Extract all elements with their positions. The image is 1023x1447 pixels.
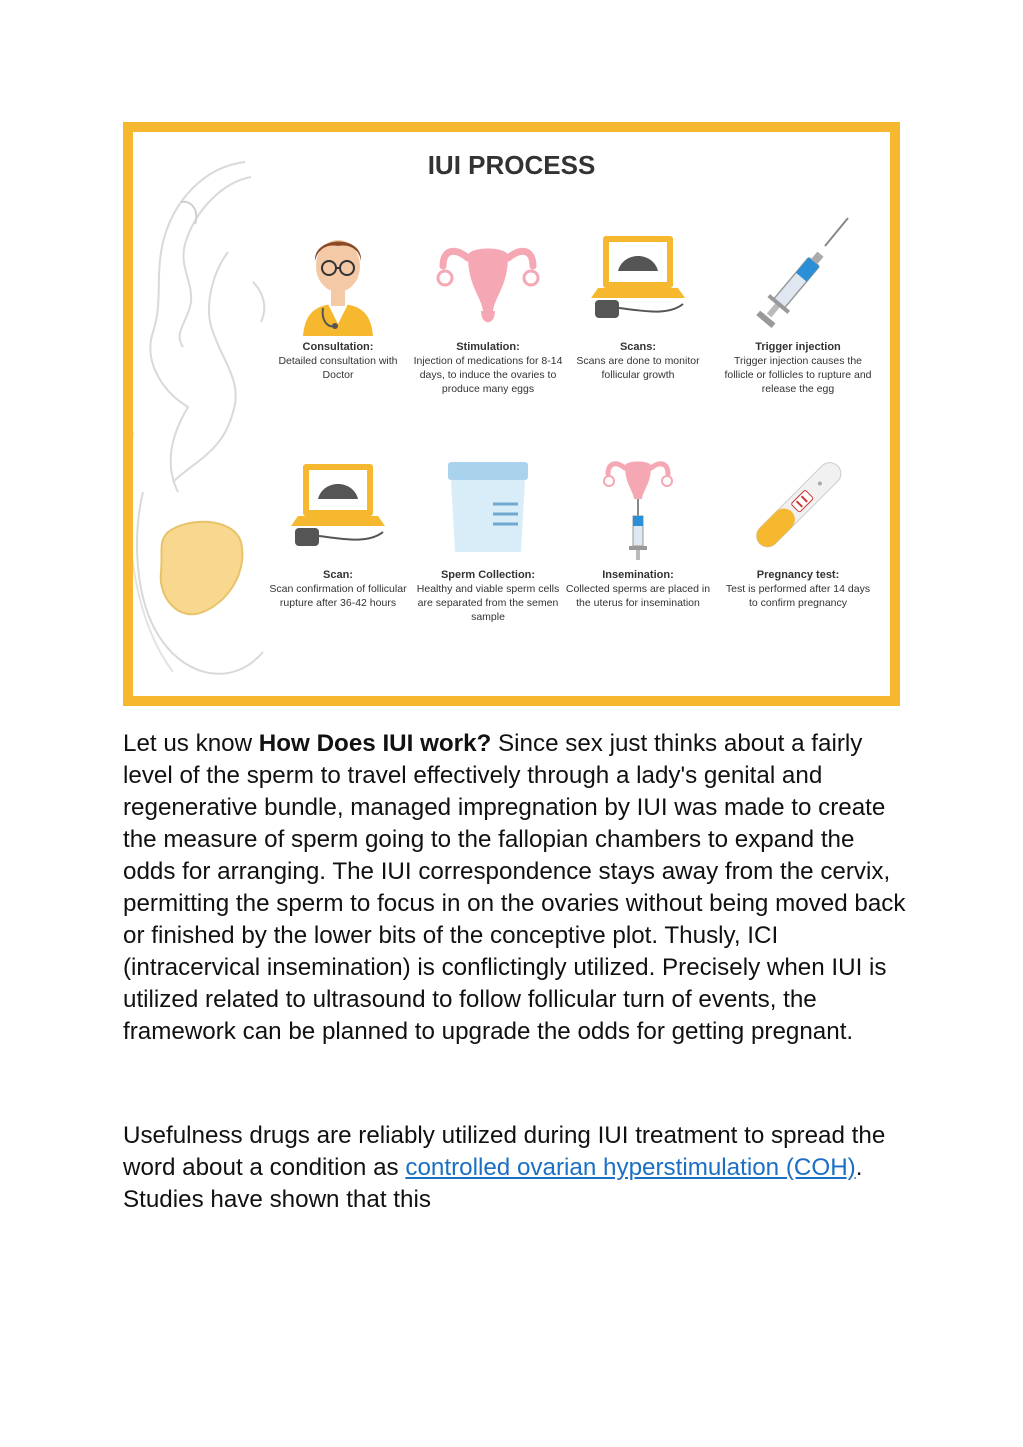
coh-link[interactable]: controlled ovarian hyperstimulation (COH): [405, 1154, 856, 1181]
step-scan: [263, 444, 413, 610]
step-description: Collected sperms are placed in the uterus for insemination: [565, 583, 711, 609]
step-pregnancy-test: [723, 444, 873, 610]
paragraph-fertility-drugs: [123, 1120, 913, 1216]
step-title: Scans:: [619, 341, 657, 353]
step-description: Scans are done to monitor follicular growth: [576, 355, 700, 381]
step-title: Sperm Collection:: [440, 569, 536, 581]
step-description: Detailed consultation with Doctor: [278, 355, 398, 381]
paragraph-lead: Let us know: [123, 730, 259, 757]
pregnant-woman-silhouette-icon: [133, 132, 283, 696]
step-scans: [563, 216, 713, 382]
step-title: Trigger injection: [755, 341, 841, 353]
heading-how-does-iui-work: How Does IUI work?: [258, 730, 492, 757]
step-description: Injection of medications for 8-14 days, to induce the ovaries to produce many eggs: [413, 355, 563, 395]
step-description: Test is performed after 14 days to confirm pregnancy: [725, 583, 871, 609]
step-title: Insemination:: [602, 569, 674, 581]
ultrasound-laptop-icon: [573, 216, 703, 336]
step-stimulation: [413, 216, 563, 396]
step-title: Stimulation:: [456, 341, 520, 353]
specimen-cup-icon: [423, 444, 553, 564]
step-description: Healthy and viable sperm cells are separated from the semen sample: [416, 583, 560, 623]
paragraph-text: Since sex just thinks about a fairly level of the sperm to travel effectively through a lady's genital and regenerative bundle, managed impregnation by IUI was made to create the measure of sperm going to the fallopian chambers to expand the odds for arranging. The IUI correspondence stays away from the cervix, permitting the sperm to focus in on the ovaries without being moved back or finished by the lower bits of the conceptive plot. Thusly, ICI (intracervical insemination) is conflictingly utilized. Precisely when IUI is utilized related to ultrasound to follow follicular turn of events, the framework can be planned to upgrade the odds for getting pregnant.: [123, 730, 906, 1045]
uterus-syringe-icon: [573, 444, 703, 564]
syringe-icon: [733, 216, 863, 336]
article-body: [123, 728, 913, 1216]
step-title: Scan:: [323, 569, 353, 581]
iui-process-infographic: [123, 122, 900, 706]
paragraph-lead: Usefulness drugs are reliably utilized during IUI treatment to spread the word about a condition as: [123, 1122, 886, 1181]
step-trigger-injection: [723, 216, 873, 396]
step-consultation: [263, 216, 413, 382]
step-description: Trigger injection causes the follicle or follicles to rupture and release the egg: [724, 355, 872, 395]
ultrasound-laptop-icon: [273, 444, 403, 564]
infographic-title: IUI PROCESS: [427, 150, 596, 180]
paragraph-how-iui-works: [123, 728, 913, 1048]
doctor-icon: [273, 216, 403, 336]
step-title: Consultation:: [302, 341, 374, 353]
step-sperm-collection: [413, 444, 563, 624]
step-title: Pregnancy test:: [756, 569, 840, 581]
paragraph-text: . Studies have shown that this: [123, 1154, 863, 1213]
pregnancy-test-icon: [733, 444, 863, 564]
step-description: Scan confirmation of follicular rupture after 36-42 hours: [269, 583, 407, 609]
uterus-icon: [423, 216, 553, 336]
step-insemination: [563, 444, 713, 610]
